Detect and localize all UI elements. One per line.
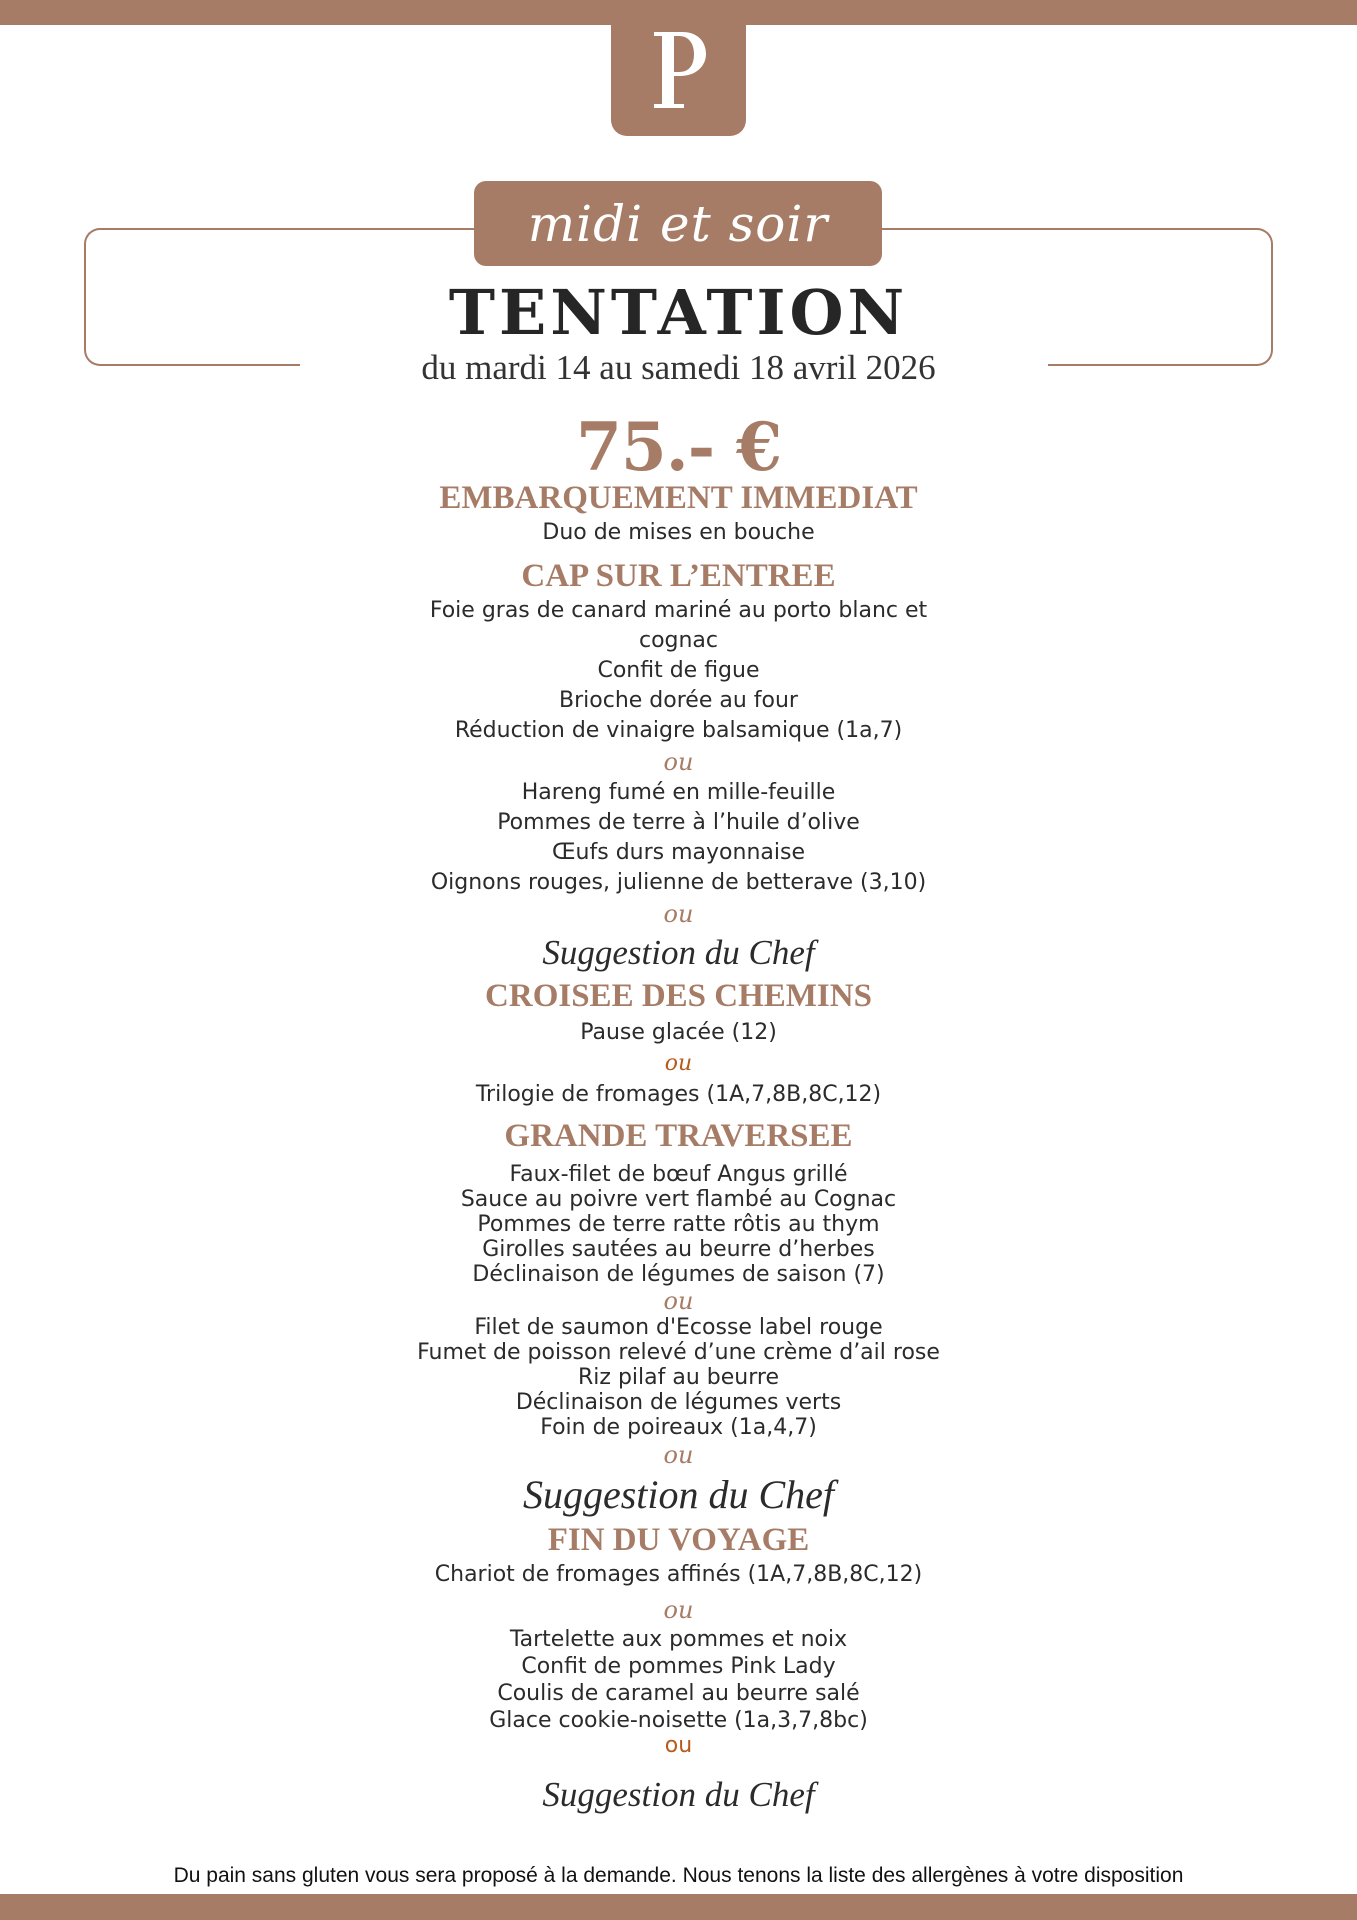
menu-body — [0, 478, 1357, 1818]
or-separator: ou — [663, 1596, 694, 1624]
dish-line: Trilogie de fromages (1A,7,8B,8C,12) — [475, 1082, 882, 1107]
menu-dates: du mardi 14 au samedi 18 avril 2026 — [421, 348, 936, 387]
dish-line: cognac — [638, 628, 719, 653]
dish-line: Déclinaison de légumes de saison (7) — [472, 1262, 885, 1287]
dish-line: Confit de pommes Pink Lady — [521, 1654, 836, 1679]
dish-line: Sauce au poivre vert flambé au Cognac — [460, 1187, 897, 1212]
dish-line: Faux-filet de bœuf Angus grillé — [509, 1162, 848, 1187]
or-separator: ou — [663, 748, 694, 776]
allergen-note: Du pain sans gluten vous sera proposé à la demande. Nous tenons la liste des allergènes à votre disposition — [173, 1864, 1184, 1887]
dish-line: Riz pilaf au beurre — [578, 1365, 779, 1390]
dish-line: Réduction de vinaigre balsamique (1a,7) — [454, 718, 903, 743]
course-title-entree: CAP SUR L’ENTREE — [521, 558, 836, 594]
dish-line: Pommes de terre ratte rôtis au thym — [477, 1212, 880, 1237]
or-separator: ou — [664, 1733, 693, 1758]
or-separator: ou — [663, 1287, 694, 1315]
p-monogram-icon — [644, 18, 714, 118]
dish-line: Pommes de terre à l’huile d’olive — [497, 810, 860, 835]
dish-line: Chariot de fromages affinés (1A,7,8B,8C,12) — [434, 1562, 923, 1587]
dish-line: Brioche dorée au four — [559, 688, 798, 713]
dish-line: Tartelette aux pommes et noix — [509, 1627, 848, 1652]
menu-price: 75.- € — [575, 408, 782, 486]
service-badge: midi et soir — [474, 181, 882, 266]
dish-line: Hareng fumé en mille-feuille — [521, 780, 836, 805]
course-title-traversee: GRANDE TRAVERSEE — [504, 1118, 853, 1154]
or-separator: ou — [663, 1441, 694, 1469]
dish-line: Pause glacée (12) — [580, 1020, 777, 1045]
dish-line: Fumet de poisson relevé d’une crème d’ail rose — [417, 1340, 940, 1365]
dish-line: Œufs durs mayonnaise — [552, 840, 805, 865]
dish-line: Duo de mises en bouche — [542, 520, 815, 545]
dish-line: Filet de saumon d'Ecosse label rouge — [474, 1315, 883, 1340]
course-title-fin: FIN DU VOYAGE — [547, 1522, 810, 1558]
logo — [611, 0, 746, 136]
dish-line: Girolles sautées au beurre d’herbes — [482, 1237, 875, 1262]
bottom-decorative-bar — [0, 1894, 1357, 1920]
dish-line: Foin de poireaux (1a,4,7) — [540, 1415, 817, 1440]
course-title-croisee: CROISEE DES CHEMINS — [485, 978, 872, 1014]
chef-suggestion: Suggestion du Chef — [542, 933, 815, 972]
dish-line: Foie gras de canard mariné au porto blanc et — [429, 598, 928, 623]
menu-title: TENTATION — [448, 276, 909, 349]
dish-line: Confit de figue — [597, 658, 760, 683]
dish-line: Oignons rouges, julienne de betterave (3,10) — [430, 870, 927, 895]
dish-line: Coulis de caramel au beurre salé — [497, 1681, 860, 1706]
dish-line: Glace cookie-noisette (1a,3,7,8bc) — [489, 1708, 868, 1733]
course-title-embarquement: EMBARQUEMENT IMMEDIAT — [439, 480, 918, 516]
or-separator: ou — [664, 1051, 693, 1076]
dish-line: Déclinaison de légumes verts — [515, 1390, 842, 1415]
chef-suggestion: Suggestion du Chef — [522, 1472, 835, 1517]
or-separator: ou — [663, 900, 694, 928]
chef-suggestion: Suggestion du Chef — [542, 1775, 815, 1814]
